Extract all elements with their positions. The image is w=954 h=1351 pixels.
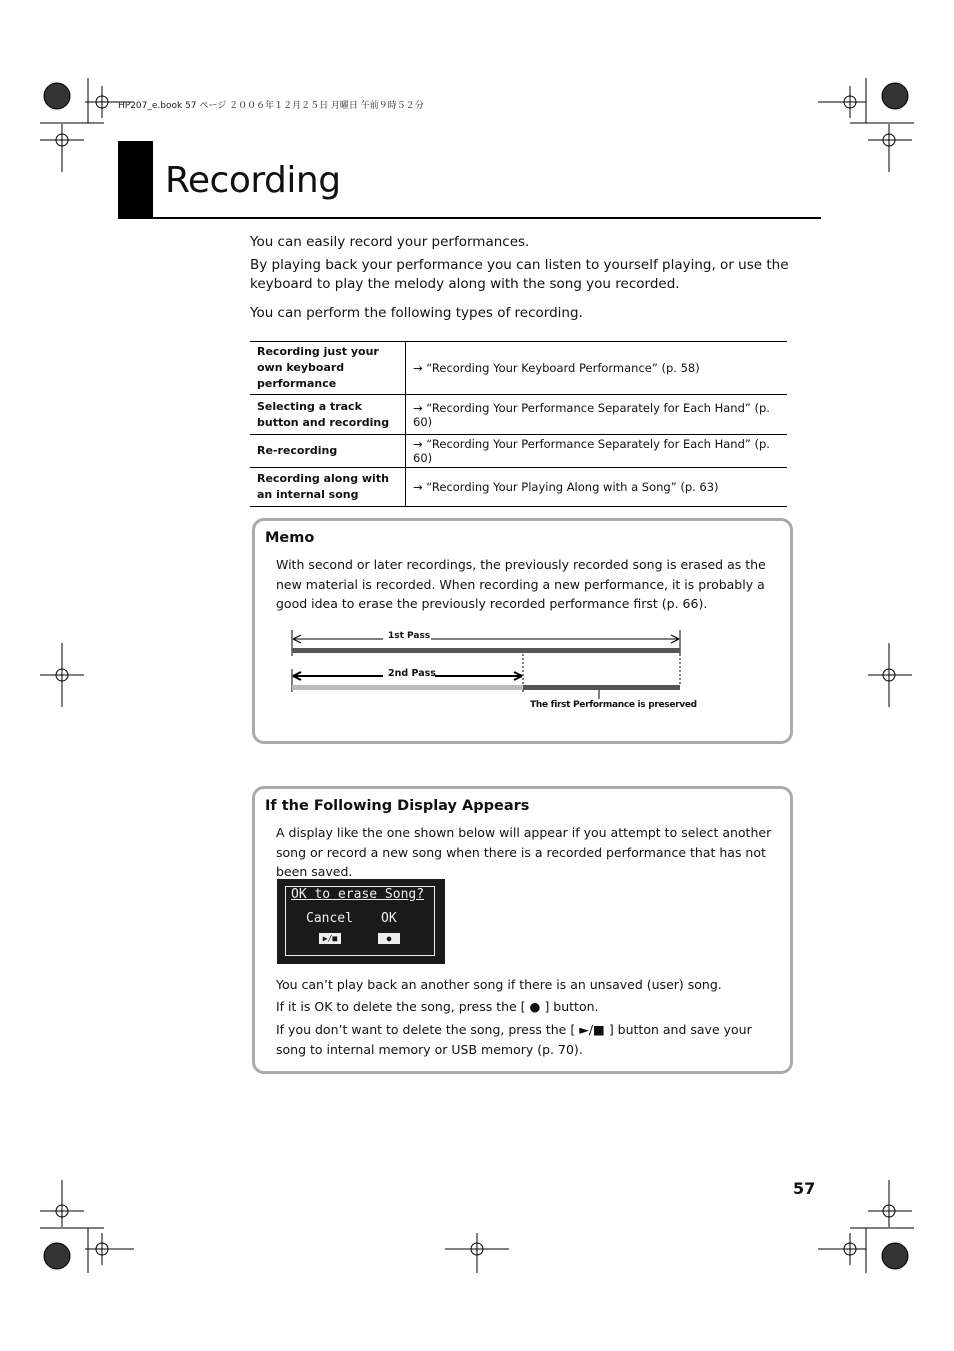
page-reference: → “Recording Your Keyboard Performance” (p. 58) [406, 342, 788, 395]
preserved-label: The first Performance is preserved [530, 700, 697, 710]
display-note [276, 997, 599, 1017]
title-rule [118, 217, 821, 219]
memo-text: With second or later recordings, the previously recorded song is erased as the new material is recorded. When recording a new performance, it is probably a good idea to erase the previously recorded performance first (p. 66). [276, 557, 766, 611]
recording-type: Re-recording [250, 435, 406, 468]
first-pass-bar [292, 648, 680, 653]
record-button-icon: ● [529, 999, 541, 1014]
recording-types-table [250, 341, 787, 507]
play-stop-key-icon: ▶/■ [319, 933, 341, 944]
lcd-prompt: OK to erase Song? [291, 887, 425, 902]
page-title: Recording [165, 160, 341, 201]
recording-type: Recording along with an internal song [250, 468, 406, 507]
page-number: 57 [793, 1179, 816, 1198]
page-reference: → “Recording Your Performance Separately for Each Hand” (p. 60) [406, 395, 788, 435]
table-row [250, 395, 787, 435]
intro-text: You can perform the following types of recording. [250, 305, 583, 321]
note-text: If it is OK to delete the song, press the [ [276, 999, 526, 1014]
table-row [250, 342, 787, 395]
recording-type: Selecting a track button and recording [250, 395, 406, 435]
second-pass-label: 2nd Pass [388, 668, 436, 679]
lcd-display [277, 879, 445, 964]
page-reference: → “Recording Your Playing Along with a Song” (p. 63) [406, 468, 788, 507]
display-note: You can’t play back an another song if there is an unsaved (user) song. [276, 977, 722, 992]
play-stop-button-icon: ►/■ [579, 1022, 605, 1037]
print-header: HP207_e.book 57 ページ ２００６年１２月２５日 月曜日 午前９時５２分 [118, 101, 424, 111]
display-note [276, 1020, 766, 1059]
lcd-ok-label: OK [381, 911, 397, 926]
display-heading: If the Following Display Appears [265, 798, 530, 814]
preserved-bar [523, 685, 680, 690]
note-text: If you don’t want to delete the song, press the [ [276, 1022, 576, 1037]
note-text: ] button and save your song to internal memory or USB memory (p. 70). [276, 1022, 752, 1057]
lcd-cancel-label: Cancel [306, 911, 353, 926]
recording-type: Recording just your own keyboard performance [250, 342, 406, 395]
note-text: ] button. [544, 999, 599, 1014]
second-pass-bar [292, 685, 523, 690]
page-reference: → “Recording Your Performance Separately for Each Hand” (p. 60) [406, 435, 788, 468]
memo-heading: Memo [265, 530, 315, 546]
table-row [250, 435, 787, 468]
table-row [250, 468, 787, 507]
display-text: A display like the one shown below will appear if you attempt to select another song or record a new song when there is a recorded performance that has not been saved. [276, 825, 772, 879]
first-pass-label: 1st Pass [388, 631, 431, 641]
title-block [118, 141, 153, 219]
record-key-icon: ● [378, 933, 400, 944]
intro-text: By playing back your performance you can listen to yourself playing, or use the keyboard to play the melody along with the song you recorded. [250, 257, 789, 292]
intro-text: You can easily record your performances. [250, 234, 530, 250]
